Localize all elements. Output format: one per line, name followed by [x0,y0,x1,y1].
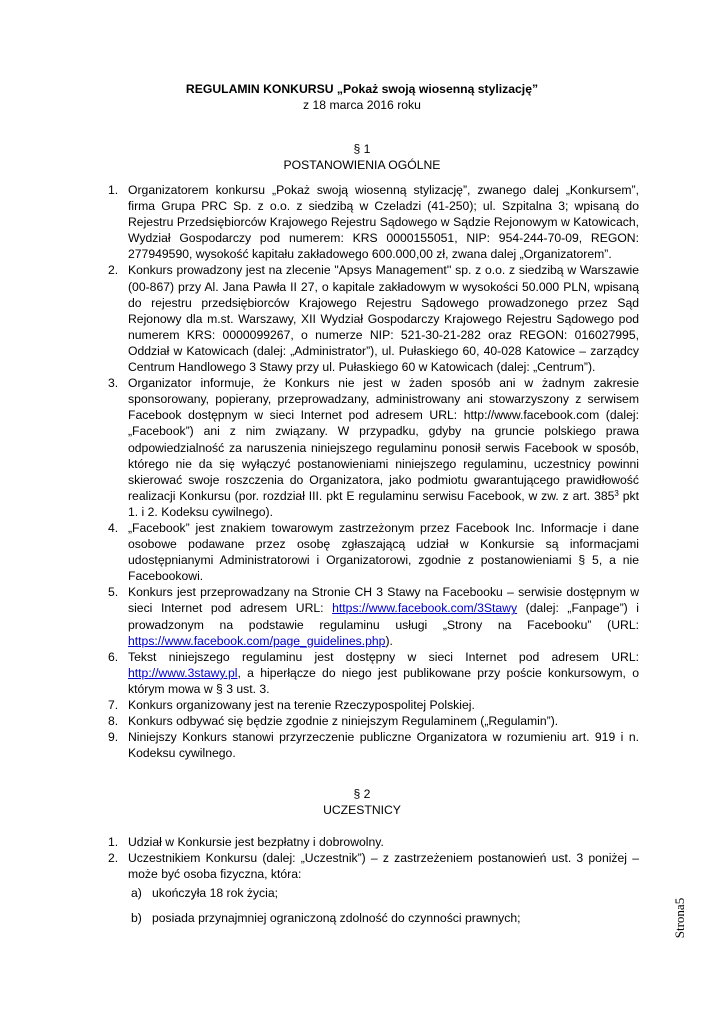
document-date: z 18 marca 2016 roku [303,98,421,112]
page-guidelines-link[interactable]: https://www.facebook.com/page_guidelines.php [128,633,386,648]
section-2-list [108,834,639,926]
list-item: 6. Tekst niniejszego regulaminu jest dostępny w sieci Internet pod adresem URL: http://www.3stawy.pl, a hiperłącze do niego jest publikowane przy poście konkursowym, o którym mowa w § 3 ust. 3. [108,649,639,696]
list-item: 3. Organizator informuje, że Konkurs nie jest w żaden sposób ani w żadnym zakresie sponsorowany, popierany, przeprowadzany, administrowany ani stowarzyszony z serwisem Facebook dostępnym w sieci Internet pod adresem URL: http://www.facebook.com (dalej: „Facebook”) ani z nim związany. W przypadku, gdyby na gruncie polskiego prawa odpowiedzialność za naruszenia niniejszego regulaminu ponosił serwis Facebook w sposób, którego nie da się wyłączyć postanowieniami niniejszego regulaminu, uczestnicy powinni skierować swoje roszczenia do Organizatora, jako podmiotu gwarantującego prawidłowość realizacji Konkursu (por. rozdział III. pkt E regulaminu serwisu Facebook, w zw. z art. $385^3$ pkt 1. i 2. Kodeksu cywilnego). [108,376,639,519]
sublist [128,885,639,926]
list-item: 4. „Facebook” jest znakiem towarowym zastrzeżonym przez Facebook Inc. Informacje i dane osobowe podawane przez osobę zgłaszającą udział w Konkursie są informacjami udostępnianymi Administratorowi i Organizatorowi, zgodnie z postanowieniami § 5, a nie Facebookowi. [108,520,639,584]
section-1-list [108,182,639,761]
list-item: 8. Konkurs odbywać się będzie zgodnie z niniejszym Regulaminem („Regulamin”). [108,714,559,729]
fanpage-link[interactable]: https://www.facebook.com/3Stawy [332,601,518,616]
page-number: Strona5 [672,897,687,939]
list-item: 1. Organizatorem konkursu „Pokaż swoją wiosenną stylizację”, zwanego dalej „Konkursem”, firma Grupa PRC Sp. z o.o. z siedzibą w Czeladzi (41-250); ul. Szpitalna 3; wpisaną do Rejestru Przedsiębiorców Krajowego Rejestru Sądowego w Sądzie Rejonowym w Katowicach, Wydział Gospodarczy pod numerem: KRS 0000155051, NIP: 954-244-70-09, REGON: 277949590, wysokość kapitału zakładowego 600.000,00 zł, zwana dalej „Organizatorem”. [108,183,639,262]
sublist-item: b) posiada przynajmniej ograniczoną zdolność do czynności prawnych; [131,911,521,926]
list-item: 7. Konkurs organizowany jest na terenie Rzeczypospolitej Polskiej. [108,698,475,712]
list-item: 5. Konkurs jest przeprowadzany na Stronie CH 3 Stawy na Facebooku – serwisie dostępnym w sieci Internet pod adresem URL: https://www.facebook.com/3Stawy (dalej: „Fanpage”) i prowadzonym na podstawie regulaminu usługi „Strony na Facebooku” (URL: https://www.facebook.com/page_guidelines.php). [108,585,639,648]
list-item: 2. Konkurs prowadzony jest na zlecenie "Apsys Management'' sp. z o.o. z siedzibą w Warszawie (00-867) przy Al. Jana Pawła II 27, o kapitale zakładowym w wysokości 50.000 PLN, wpisaną do rejestru przedsiębiorców Krajowego Rejestru Sądowego prowadzonego przez Sąd Rejonowy dla m.st. Warszawy, XII Wydział Gospodarczy Krajowego Rejestru Sądowego pod numerem KRS: 0000099267, o numerze NIP: 521-30-21-282 oraz REGON: 016027995, Oddział w Katowicach (dalej: „Administrator”), ul. Pułaskiego 60, 40-028 Katowice – zarządcy Centrum Handlowego 3 Stawy przy ul. Pułaskiego 60 w Katowicach (dalej: „Centrum”). [108,263,639,375]
list-item: 2. Uczestnikiem Konkursu (dalej: „Uczestnik”) – z zastrzeżeniem postanowień ust. 3 poniżej – może być osoba fizyczna, która: a) ukończyła 18 rok życia; b) posiada przynajmniej ograniczoną zdolność do czynności prawnych; [108,851,639,926]
document-title: REGULAMIN KONKURSU „Pokaż swoją wiosenną stylizację” [185,82,539,96]
3stawy-link[interactable]: http://www.3stawy.pl [128,665,238,680]
list-item: 9. Niniejszy Konkurs stanowi przyrzeczenie publiczne Organizatora w rozumieniu art. 919 i n. Kodeksu cywilnego. [108,730,639,761]
section-1-number: § 1 [353,142,371,156]
sublist-item: a) ukończyła 18 rok życia; [131,886,278,901]
section-2-heading: UCZESTNICY [323,803,401,817]
section-1-heading: POSTANOWIENIA OGÓLNE [283,158,441,172]
list-item: 1. Udział w Konkursie jest bezpłatny i dobrowolny. [108,835,384,849]
section-2-number: § 2 [353,787,371,801]
